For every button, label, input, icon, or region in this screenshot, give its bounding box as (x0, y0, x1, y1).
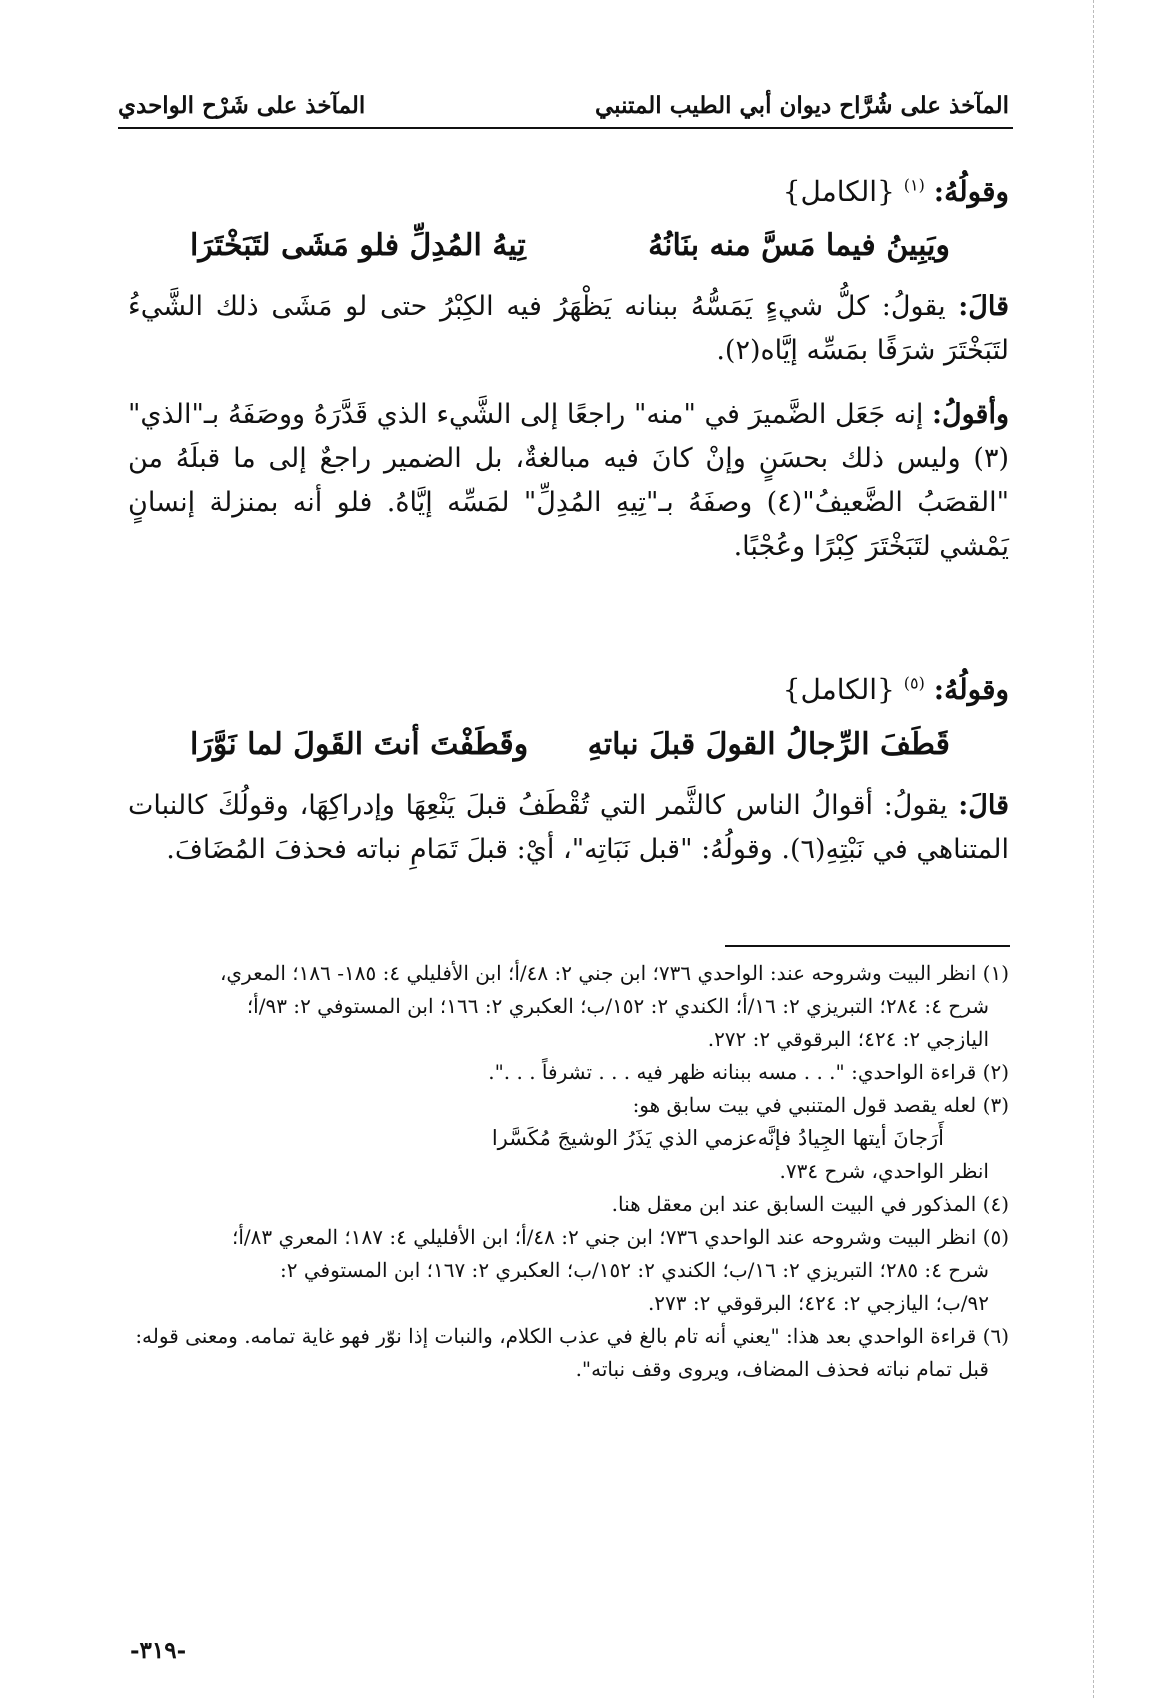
footnote-3-verse (491, 1122, 944, 1155)
entry-1-qal-text: يقولُ: كلُّ شيءٍ يَمَسُّهُ ببنانه يَظْهَرُ فيه الكِبْرُ حتى لو مَشَى ذلك الشَّيءُ لتَبَخْتَرَ شرَفًا بمَسِّه إيَّاه(٢). (128, 291, 1009, 366)
footnote-6 (115, 1320, 1009, 1386)
scan-gutter-line (1093, 0, 1094, 1698)
entry-1-meter: {الكامل} (782, 175, 895, 208)
running-header-book-title: المآخذ على شُرَّاح ديوان أبي الطيب المتنبي (595, 92, 1009, 119)
footnote-5-line-3: ٩٢/ب؛ اليازجي ٢: ٤٢٤؛ البرقوقي ٢: ٢٧٣. (647, 1291, 989, 1315)
footnote-5-line-2: شرح ٤: ٢٨٥؛ التبريزي ٢: ١٦/ب؛ الكندي ٢: ١٥٢/ب؛ العكبري ٢: ١٦٧؛ ابن المستوفي ٢: (280, 1258, 989, 1282)
page-number: -٣١٩- (130, 1637, 187, 1664)
entry-1-hemistich-1: ويَبِينُ فيما مَسَّ منه بنَانُهُ (648, 228, 950, 263)
footnotes (115, 957, 1009, 1386)
entry-2-hemistich-2: وقَطَفْتَ أنتَ القَولَ لما نَوَّرَا (190, 727, 529, 762)
footnote-1 (115, 957, 1009, 1056)
footnote-3-text: (٣) لعله يقصد قول المتنبي في بيت سابق هو: (632, 1093, 1009, 1117)
entry-1-verse (190, 228, 950, 263)
entry-1-hemistich-2: تِيهُ المُدِلِّ فلو مَشَى لتَبَخْتَرَا (190, 228, 526, 263)
footnote-2-text: (٢) قراءة الواحدي: ". . . مسه ببنانه ظهر فيه . . . تشرفاً . . .". (488, 1060, 1009, 1084)
running-header-section-title: المآخذ على شَرْح الواحدي (118, 92, 366, 119)
entry-2-intro-label: وقولُهُ: (933, 673, 1009, 706)
entry-2-qal-text: يقولُ: أقوالُ الناس كالثَّمر التي تُقْطَفُ قبلَ يَنْعِهَا وإدراكِهَا، وقولُكَ كالنبات المتناهي في نَبْتِهِ(٦). وقولُهُ: "قبل نَبَاتِه"، أيْ: قبلَ تَمَامِ نباته فحذفَ المُضَافَ. (128, 790, 1009, 865)
footnote-3 (115, 1089, 1009, 1188)
footnote-3-hemistich-1: أَرَجانَ أيتها الجِيادُ فإنَّه (757, 1126, 944, 1150)
footnote-3-hemistich-2: عزمي الذي يَذَرُ الوشيجَ مُكَسَّرا (491, 1126, 758, 1150)
entry-2-qal-label: قالَ: (958, 790, 1009, 821)
footnote-2 (115, 1056, 1009, 1089)
header-rule (118, 127, 1013, 129)
footnote-5-text: (٥) انظر البيت وشروحه عند الواحدي ٧٣٦؛ ابن جني ٢: ٤٨/أ؛ ابن الأفليلي ٤: ١٨٧؛ المعري ٨٣/أ؛ (232, 1225, 1009, 1249)
entry-2-note-ref: (٥) (903, 673, 925, 693)
entry-1-aqul-paragraph (128, 393, 1009, 569)
footnote-4-text: (٤) المذكور في البيت السابق عند ابن معقل هنا. (611, 1192, 1009, 1216)
entry-2-hemistich-1: قَطَفَ الرِّجالُ القولَ قبلَ نباتهِ (587, 727, 950, 762)
footnote-3-line-3: انظر الواحدي، شرح ٧٣٤. (779, 1159, 989, 1183)
footnote-6-line-2: قبل تمام نباته فحذف المضاف، ويروى وقف نباته". (575, 1357, 989, 1381)
entry-1-note-ref: (١) (903, 175, 925, 195)
entry-2-verse (190, 727, 950, 762)
footnote-4 (115, 1188, 1009, 1221)
entry-1-aqul-label: وأقولُ: (932, 399, 1009, 430)
entry-2-qal-paragraph (128, 784, 1009, 872)
footnote-1-line-2: شرح ٤: ٢٨٤؛ التبريزي ٢: ١٦/أ؛ الكندي ٢: ١٥٢/ب؛ العكبري ٢: ١٦٦؛ ابن المستوفي ٢: ٩٣/أ؛ (246, 994, 989, 1018)
entry-1-qal-label: قالَ: (958, 291, 1009, 322)
entry-1-aqul-text: إنه جَعَل الضَّميرَ في "منه" راجعًا إلى الشَّيء الذي قَدَّرَهُ ووصَفَهُ بـ"الذي"(٣) وليس ذلك بحسَنٍ وإنْ كانَ فيه مبالغةٌ، بل الضمير راجعٌ إلى ما قبلَهُ من "القصَبُ الضَّعيفُ"(٤) وصفَهُ بـ"تِيهِ المُدِلِّ" لمَسِّه إيَّاهُ. فلو أنه بمنزلة إنسانٍ يَمْشي لتَبَخْتَرَ كِبْرًا وعُجْبًا. (128, 399, 1010, 562)
entry-1-intro (409, 175, 1009, 208)
footnote-5 (115, 1221, 1009, 1320)
footnote-6-text: (٦) قراءة الواحدي بعد هذا: "يعني أنه تام بالغ في عذب الكلام، والنبات إذا نوّر فهو غاية تمامه. ومعنى قوله: (135, 1324, 1009, 1348)
entry-1-qal-paragraph (128, 285, 1009, 373)
footnote-1-line-3: اليازجي ٢: ٤٢٤؛ البرقوقي ٢: ٢٧٢. (707, 1027, 989, 1051)
entry-1-intro-label: وقولُهُ: (933, 175, 1009, 208)
footnote-rule (725, 945, 1010, 947)
entry-2-meter: {الكامل} (782, 673, 895, 706)
footnote-1-text: (١) انظر البيت وشروحه عند: الواحدي ٧٣٦؛ ابن جني ٢: ٤٨/أ؛ ابن الأفليلي ٤: ١٨٥- ١٨٦؛ المعري، (219, 961, 1009, 985)
entry-2-intro (409, 673, 1009, 706)
